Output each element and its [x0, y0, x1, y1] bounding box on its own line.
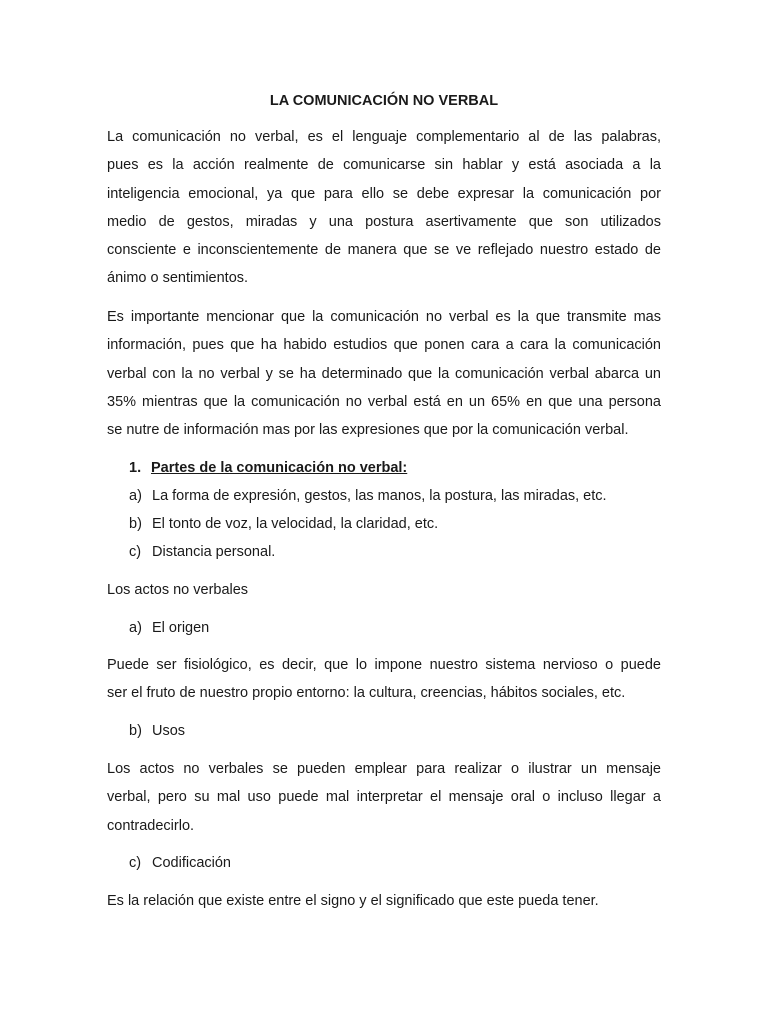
list-marker: b) [129, 723, 142, 739]
paragraph-line: consciente e inconscientemente de manera que se ve reflejado nuestro estado de [107, 242, 661, 259]
section-heading [129, 458, 407, 478]
list-marker: a) [129, 488, 142, 504]
paragraph-line: Es importante mencionar que la comunicación no verbal es la que transmite mas [107, 309, 661, 325]
paragraph-line: información, pues que ha habido estudios que ponen cara a cara la comunicación [107, 337, 661, 354]
list-item [129, 542, 275, 562]
subsection-usos [129, 721, 185, 741]
paragraph-line: contradecirlo. [107, 817, 195, 834]
list-marker: b) [129, 516, 142, 532]
list-marker: a) [129, 620, 142, 636]
subsection-label: Usos [152, 723, 186, 739]
list-marker: c) [129, 855, 142, 871]
paragraph-line: Los actos no verbales se pueden emplear para realizar o ilustrar un mensaje [107, 761, 661, 777]
actos-heading: Los actos no verbales [107, 582, 249, 598]
paragraph-line: Puede ser fisiológico, es decir, que lo impone nuestro sistema nervioso o puede [107, 657, 661, 673]
paragraph-line: 35% mientras que la comunicación no verbal está en un 65% en que una persona [107, 393, 661, 410]
paragraph-line: La comunicación no verbal, es el lenguaje complementario al de las palabras, [107, 129, 661, 145]
subsection-label: Codificación [152, 855, 231, 871]
paragraph-line: pues es la acción realmente de comunicarse sin hablar y está asociada a la [107, 157, 661, 174]
subsection-origen [129, 618, 209, 638]
subsection-codificacion [129, 853, 231, 873]
section-heading-text: Partes de la comunicación no verbal: [151, 460, 408, 476]
paragraph-line: verbal, pero su mal uso puede mal interpretar el mensaje oral o incluso llegar a [107, 789, 661, 806]
document-title: LA COMUNICACIÓN NO VERBAL [269, 93, 499, 109]
paragraph-line: inteligencia emocional, ya que para ello se debe expresar la comunicación por [107, 185, 661, 202]
paragraph-line: ánimo o sentimientos. [107, 270, 249, 287]
paragraph-intro [107, 123, 661, 293]
paragraph-line: se nutre de información mas por las expresiones que por la comunicación verbal. [107, 422, 629, 439]
list-item-text: La forma de expresión, gestos, las manos, la postura, las miradas, etc. [152, 488, 607, 504]
paragraph-origen [107, 651, 661, 708]
section-number: 1. [129, 460, 142, 476]
list-item-text: Distancia personal. [152, 544, 276, 560]
subsection-label: El origen [152, 620, 210, 636]
paragraph-codificacion: Es la relación que existe entre el signo y el significado que este pueda tener. [107, 893, 599, 909]
paragraph-line: verbal con la no verbal y se ha determinado que la comunicación verbal abarca un [107, 365, 661, 382]
list-marker: c) [129, 544, 142, 560]
paragraph-line: medio de gestos, miradas y una postura asertivamente que son utilizados [107, 213, 661, 230]
paragraph-importance [107, 303, 661, 444]
paragraph-usos [107, 755, 661, 840]
list-item-text: El tonto de voz, la velocidad, la claridad, etc. [152, 516, 439, 532]
paragraph-line: ser el fruto de nuestro propio entorno: la cultura, creencias, hábitos sociales, etc. [107, 685, 626, 702]
list-item [129, 486, 607, 506]
list-item [129, 514, 438, 534]
